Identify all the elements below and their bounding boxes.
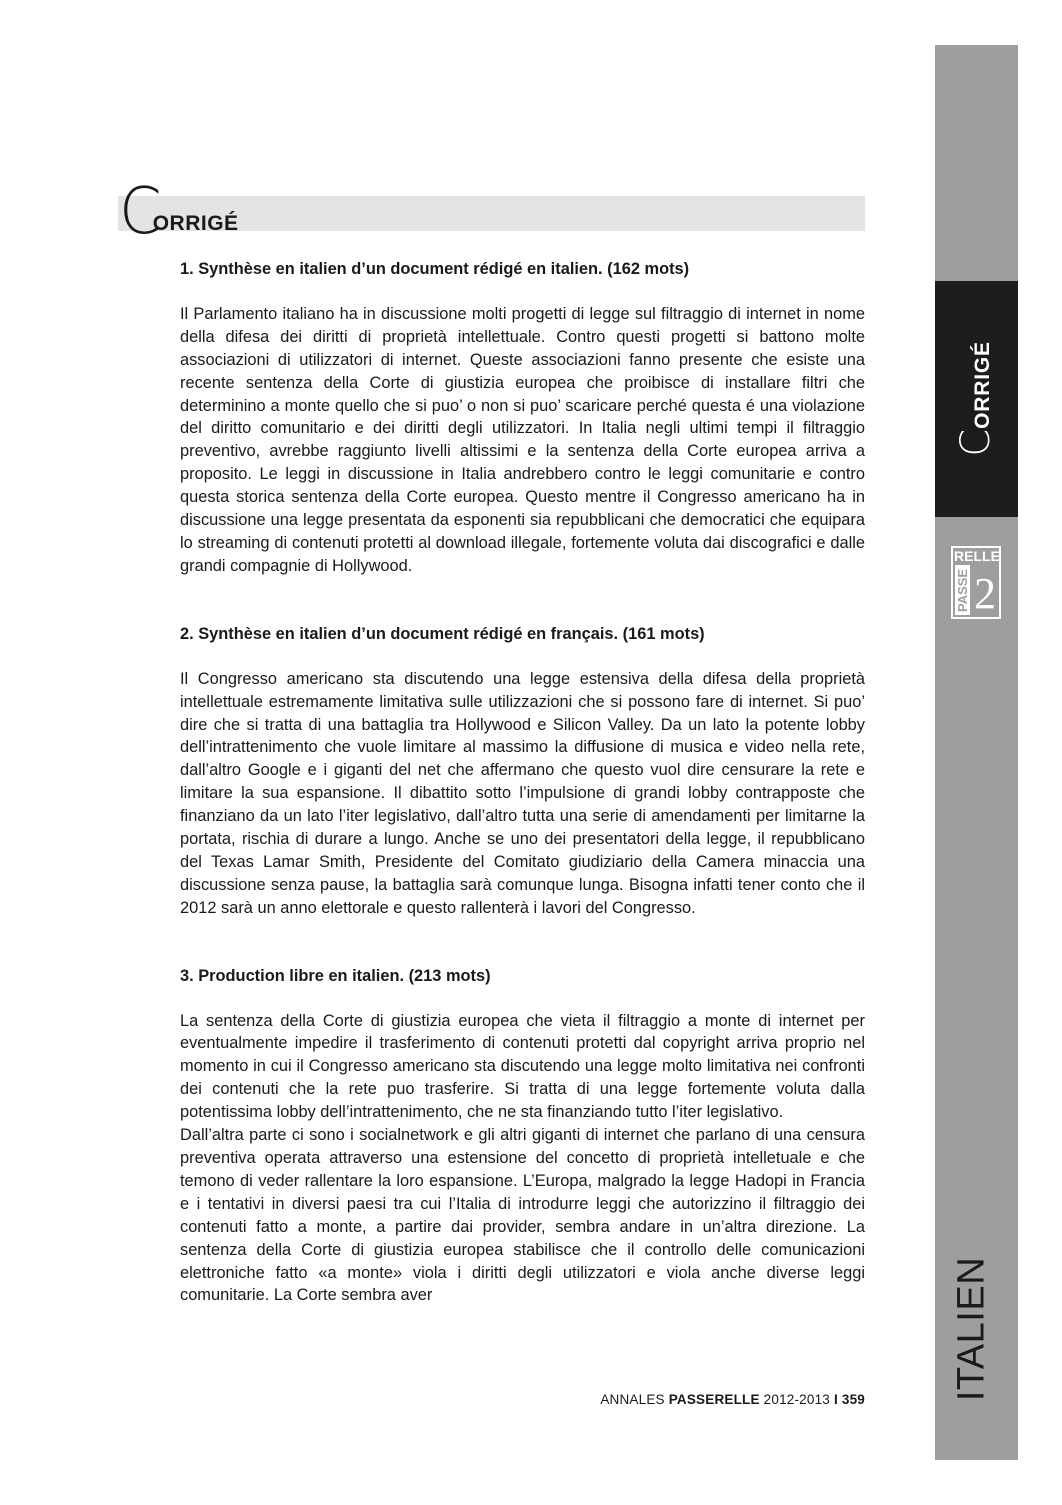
sidebar-tab-rest: ORRIGÉ — [971, 341, 994, 429]
footer-years: 2012-2013 — [759, 1392, 834, 1407]
section-2 — [180, 623, 865, 920]
footer-brand: PASSERELLE — [668, 1392, 760, 1407]
section-1 — [180, 258, 865, 578]
title-rest: ORRIGÉ — [152, 212, 239, 235]
paragraph: Il Parlamento italiano ha in discussione molti progetti di legge sul filtraggio di internet in nome della difesa dei diritti di proprietà intellettuale. Contro questi progetti si battono molte associazioni di utilizzatori di internet. Queste associazioni fanno presente che esiste una recente sentenza della Corte di giustizia europea che proibisce di installare filtri che determinino a monte quello che si puo’ o non si puo’ scaricare perché questa é una violazione del diritto comunitario e dei diritti degli utilizzatori. In Italia negli ultimi tempi il filtraggio preventivo, avrebbe raggiunto livelli altissimi e la sentenza della Corte europea arriva a proposito. Le leggi in discussione in Italia andrebbero contro le leggi comunitarie e contro questa storica sentenza della Corte europea. Questo mentre il Congresso americano ha in discussione una legge presentata da esponenti sia repubblicani che democratici che equipara lo streaming di contenuti protetti al download illegale, fortemente voluta dai discografici e dalle grandi compagnie di Hollywood. — [180, 304, 865, 575]
paragraph: La sentenza della Corte di giustizia europea che vieta il filtraggio a monte di internet per eventualmente impedire il trasferimento di contenuti protetti dal copyright arriva proprio nel momento in cui il Congresso americano sta discutendo una legge molto limitativa nei confronti dei contenuti che la rete puo trasferire. Si tratta di una legge fortemente voluta dalla potentissima lobby dell’intrattenimento, che ne sta finanziando tutto l’iter legislativo. — [180, 1011, 865, 1122]
passerelle-logo — [951, 546, 1001, 619]
sidebar-tab-initial: C — [953, 428, 999, 457]
page-number: I 359 — [833, 1392, 865, 1407]
page-title — [118, 175, 239, 249]
paragraph: Dall’altra parte ci sono i socialnetwork e gli altri giganti di internet che parlano di una censura preventiva operata attraverso una estensione del concetto di proprietà intelletuale e che temono di veder rallentare la loro espansione. L’Europa, malgrado la legge Hadopi in Francia e i tentativi in diversi paesi tra cui l’Italia di introdurre leggi che autorizzino il filtraggio dei contenuti fatto a monte, a partire dai provider, sembra andare in un’altra direzione. La sentenza della Corte di giustizia europea stabilisce che il controllo delle comunicazioni elettroniche fatto «a monte» viola i diritti degli utilizzatori e viola anche diverse leggi comunitarie. La Corte sembra aver — [180, 1126, 865, 1305]
section-3 — [180, 965, 865, 1308]
logo-side-text: PASSE — [955, 568, 970, 612]
sidebar-strip — [935, 45, 1018, 1460]
section-heading: 2. Synthèse en italien d’un document rédigé en français. (161 mots) — [180, 624, 705, 643]
title-initial: C — [119, 175, 162, 249]
logo-number: 2 — [974, 569, 996, 618]
section-heading: 3. Production libre en italien. (213 mots) — [180, 966, 491, 985]
main-content — [180, 258, 865, 1352]
page-footer — [560, 1392, 865, 1407]
logo-top-text: RELLE — [954, 548, 1000, 564]
section-heading: 1. Synthèse en italien d’un document rédigé en italien. (162 mots) — [180, 260, 690, 278]
subject-text: ITALIEN — [950, 1256, 993, 1402]
footer-prefix: ANNALES — [600, 1392, 669, 1407]
paragraph: Il Congresso americano sta discutendo una legge estensiva della difesa della proprietà intellettuale estremamente limitativa sulle utilizzazioni che si possono fare di internet. Si puo’ dire che si tratta di una battaglia tra Hollywood e Silicon Valley. Da un lato la potente lobby dell’intrattenimento che vuole limitare al massimo la diffusione di musica e video nella rete, dall’altro Google e i giganti del net che affermano che questo vuol dire censurare la rete e limitare la sua espansione. Il dibattito sotto l’impulsione di grandi lobby contrapposte che finanziano da un lato l’iter legislativo, dall’altro tutta una serie di amendamenti per limitarne la portata, rischia di durare a lungo. Anche se uno dei presentatori della legge, il repubblicano del Texas Lamar Smith, Presidente del Comitato giudiziario della Camera minaccia una discussione senza pause, la battaglia sarà comunque lunga. Bisogna infatti tener conto che il 2012 sarà un anno elettorale e questo rallenterà i lavori del Congresso. — [180, 669, 865, 917]
